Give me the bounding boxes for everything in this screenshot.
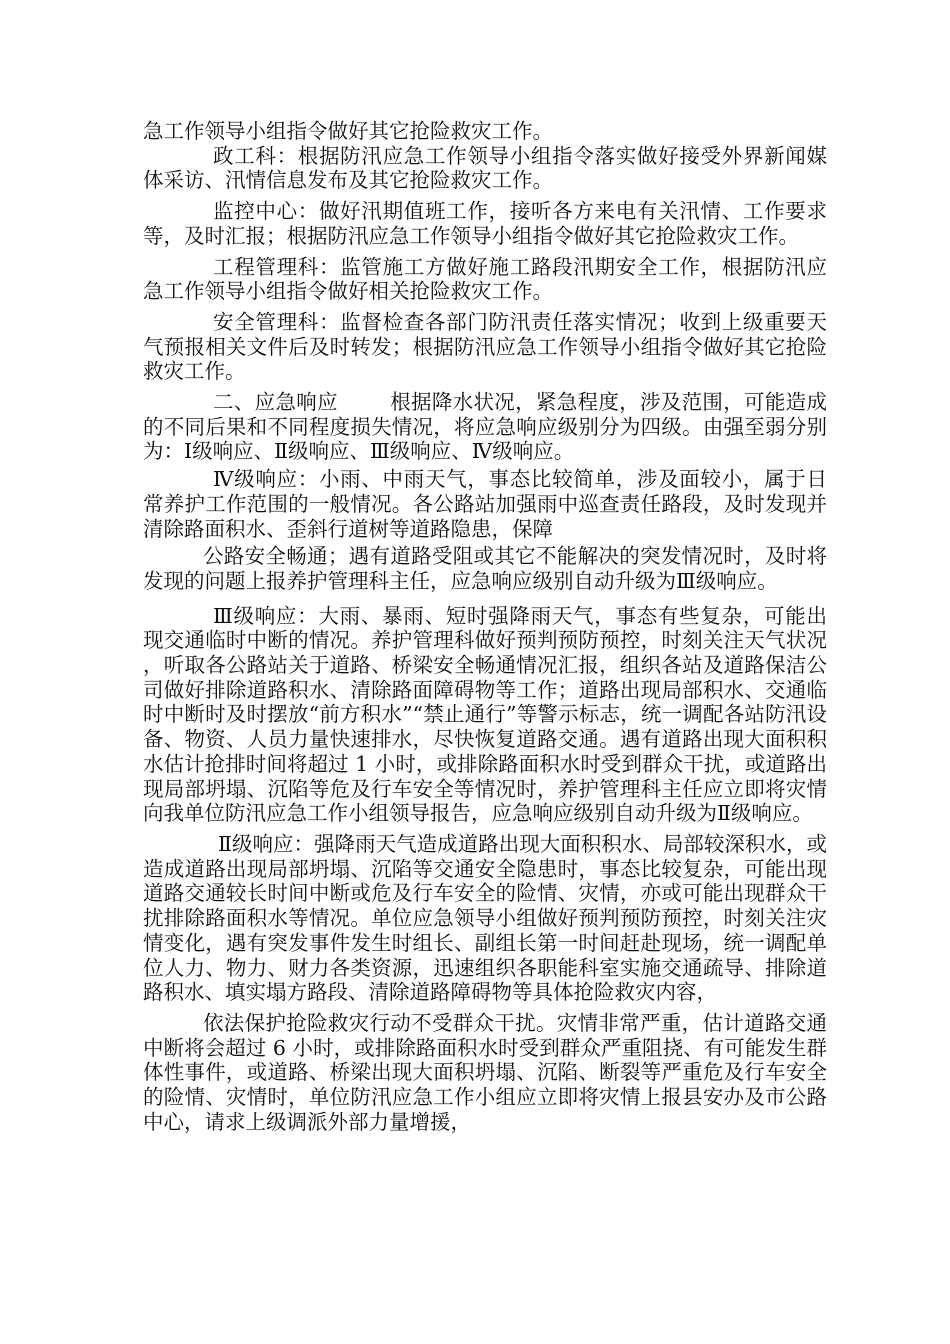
- paragraph-emergency-response: [143, 390, 827, 464]
- paragraph-level-4-cont: 公路安全畅通；遇有道路受阻或其它不能解决的突发情况时，及时将发现的问题上报养护管理科主任，应急响应级别自动升级为Ⅲ级响应。: [143, 544, 827, 593]
- section-heading-emergency-response: 二、应急响应: [213, 390, 338, 415]
- paragraph-engineering-dept: 工程管理科：监管施工方做好施工路段汛期安全工作，根据防汛应急工作领导小组指令做好相关抢险救灾工作。: [143, 254, 827, 304]
- paragraph-level-3: Ⅲ级响应：大雨、暴雨、短时强降雨天气，事态有些复杂，可能出现交通临时中断的情况。养护管理科做好预判预防预控，时刻关注天气状况，听取各公路站关于道路、桥梁安全畅通情况汇报，组织各站及道路保洁公司做好排除道路积水、清除路面障碍物等工作；道路出现局部积水、交通临时中断时及时摆放“前方积水”“禁止通行”等警示标志，统一调配各站防汛设备、物资、人员力量快速排水，尽快恢复道路交通。遇有道路出现大面积积水估计抢排时间将超过 1 小时，或排除路面积水时受到群众干扰，或道路出现局部坍塌、沉陷等危及行车安全等情况时，养护管理科主任应立即将灾情向我单位防汛应急工作小组领导报告，应急响应级别自动升级为Ⅱ级响应。: [143, 603, 827, 826]
- paragraph-level-2: Ⅱ级响应：强降雨天气造成道路出现大面积积水、局部较深积水，或造成道路出现局部坍塌、沉陷等交通安全隐患时，事态比较复杂，可能出现道路交通较长时间中断或危及行车安全的险情、灾情，亦或可能出现群众干扰排除路面积水等情况。单位应急领导小组做好预判预防预控，时刻关注灾情变化，遇有突发事件发生时组长、副组长第一时间赶赴现场，统一调配单位人力、物力、财力各类资源，迅速组织各职能科室实施交通疏导、排除道路积水、填实塌方路段、清除道路障碍物等具体抢险救灾内容，: [143, 831, 827, 1005]
- paragraph-political-dept: 政工科：根据防汛应急工作领导小组指令落实做好接受外界新闻媒体采访、汛情信息发布及其它抢险救灾工作。: [143, 143, 827, 193]
- emergency-response-intro: 根据降水状况，紧急程度，涉及范围，可能造成的不同后果和不同程度损失情况，将应急响应级别分为四级。由强至弱分别为：Ⅰ级响应、Ⅱ级响应、Ⅲ级响应、Ⅳ级响应。: [143, 390, 828, 464]
- paragraph-continuation: 急工作领导小组指令做好其它抢险救灾工作。: [143, 119, 553, 143]
- paragraph-level-4: Ⅳ级响应：小雨、中雨天气，事态比较简单，涉及面较小，属于日常养护工作范围的一般情况。各公路站加强雨中巡查责任路段，及时发现并清除路面积水、歪斜行道树等道路隐患，保障: [143, 467, 827, 541]
- paragraph-safety-dept: 安全管理科：监督检查各部门防汛责任落实情况；收到上级重要天气预报相关文件后及时转发；根据防汛应急工作领导小组指令做好其它抢险救灾工作。: [143, 309, 827, 384]
- document-body: [143, 119, 827, 1134]
- paragraph-monitoring-center: 监控中心：做好汛期值班工作，接听各方来电有关汛情、工作要求等，及时汇报；根据防汛应急工作领导小组指令做好其它抢险救灾工作。: [143, 199, 827, 248]
- paragraph-level-2-cont: 依法保护抢险救灾行动不受群众干扰。灾情非常严重，估计道路交通中断将会超过 6 小时，或排除路面积水时受到群众严重阻挠、有可能发生群体性事件，或道路、桥梁出现大面积坍塌、沉陷、断裂等严重危及行车安全的险情、灾情时，单位防汛应急工作小组应立即将灾情上报县安办及市公路中心，请求上级调派外部力量增援，: [143, 1010, 827, 1134]
